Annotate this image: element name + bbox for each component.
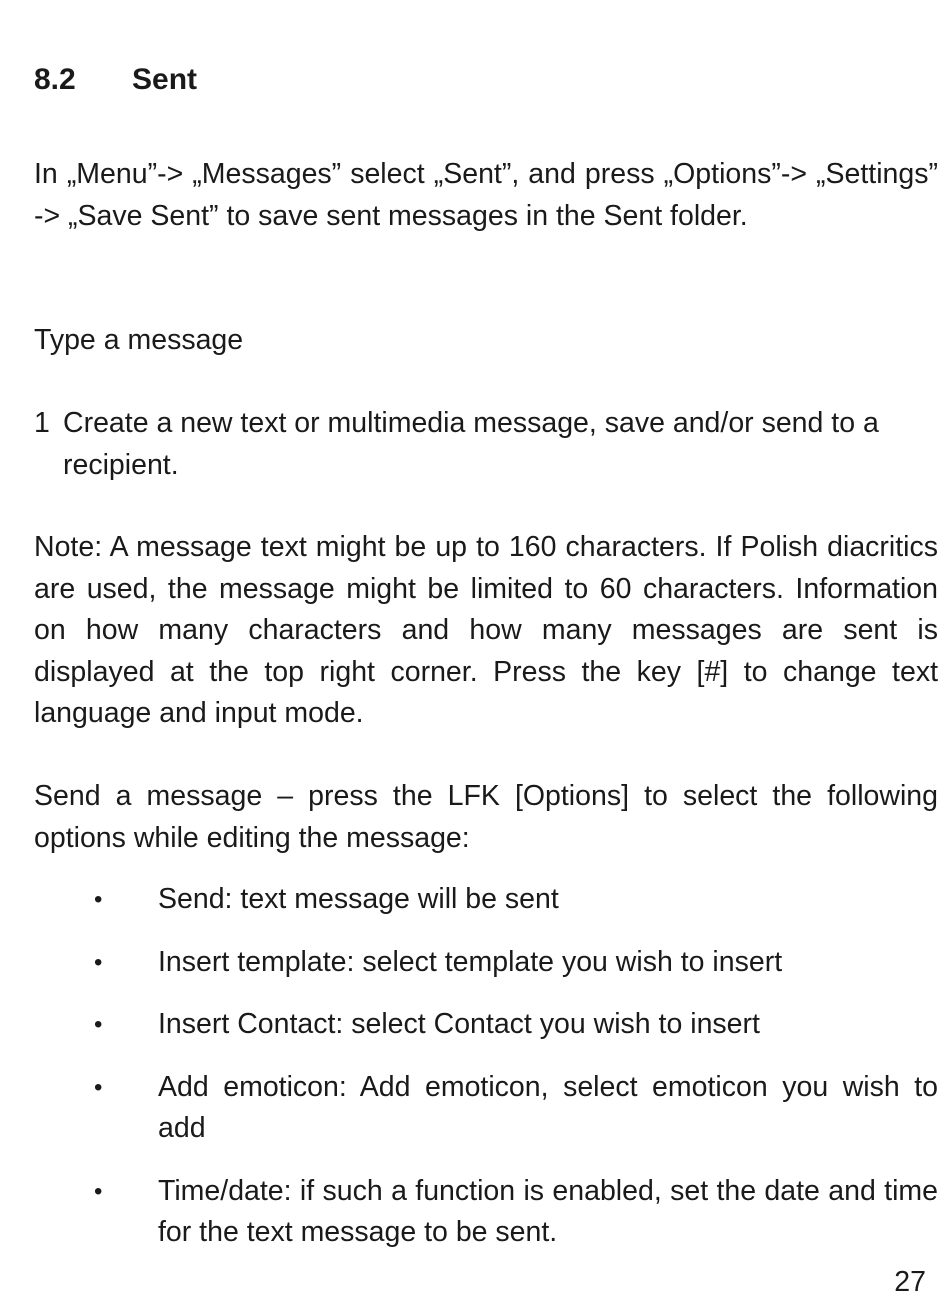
step-item (34, 403, 938, 486)
section-title: Sent (132, 63, 198, 96)
option-text: Time/date: if such a function is enabled, set the date and time for the text message to be sent. (158, 1174, 938, 1248)
intro-paragraph: In „Menu”-> „Messages” select „Sent”, and press „Options”-> „Settings” -> „Save Sent” to save sent messages in the Sent folder. (34, 158, 938, 232)
page-number: 27 (894, 1266, 926, 1298)
list-item (34, 1004, 938, 1046)
option-text: Send: text message will be sent (158, 883, 559, 915)
section-heading (34, 61, 197, 99)
type-message-heading: Type a message (34, 324, 244, 356)
step-text: Create a new text or multimedia message, save and/or send to a recipient. (63, 407, 879, 481)
bullet-icon: • (94, 1011, 103, 1038)
list-item (34, 1067, 938, 1150)
step-number: 1 (34, 407, 50, 439)
section-number: 8.2 (34, 63, 76, 96)
option-text: Add emoticon: Add emoticon, select emoticon you wish to add (158, 1070, 938, 1144)
option-text: Insert template: select template you wish to insert (158, 945, 783, 978)
bullet-icon: • (94, 886, 103, 913)
bullet-icon: • (94, 948, 103, 976)
options-list (34, 879, 938, 1275)
send-message-paragraph: Send a message – press the LFK [Options] to select the following options while editing the message: (34, 780, 938, 854)
list-item (34, 879, 938, 921)
bullet-icon: • (94, 1073, 103, 1101)
option-text: Insert Contact: select Contact you wish to insert (158, 1008, 760, 1040)
manual-page (34, 0, 938, 1300)
note-paragraph: Note: A message text might be up to 160 characters. If Polish diacritics are used, the message might be limited to 60 characters. Information on how many characters and how many messages are sent is displayed at the top right corner. Press the key [#] to change text language and input mode. (34, 531, 938, 729)
list-item (34, 1171, 938, 1254)
list-item (34, 942, 938, 984)
bullet-icon: • (94, 1177, 103, 1205)
